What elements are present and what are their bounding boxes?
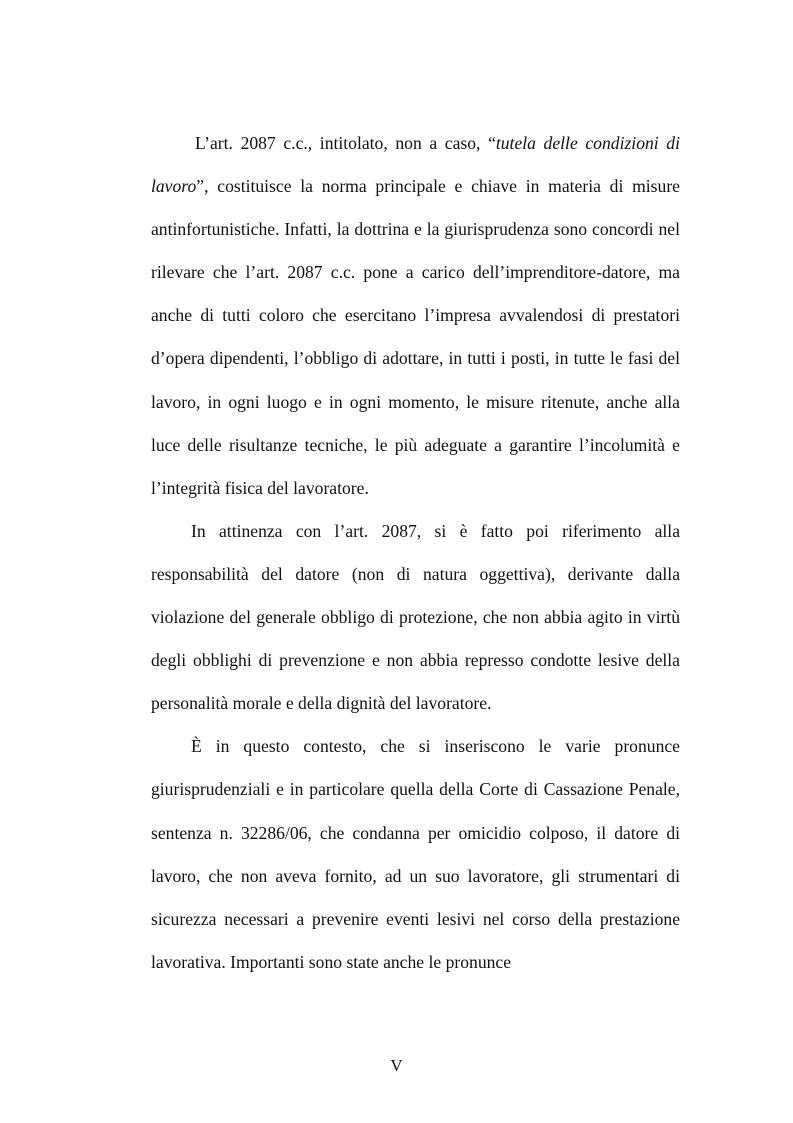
paragraph-1-italic-title: tutela delle condizioni di lavoro bbox=[151, 133, 680, 197]
paragraph-1-text: L’art. 2087 c.c., intitolato, non a caso, “ bbox=[195, 133, 496, 153]
paragraph-1 bbox=[151, 122, 680, 510]
paragraph-2 bbox=[151, 510, 680, 725]
paragraph-2-text: In attinenza con l’art. 2087, si è fatto poi riferimento alla responsabilità del datore (non di natura oggettiva), derivante dalla violazione del generale obbligo di protezione, che non abbia agito in virtù degli obblighi di prevenzione e non abbia represso condotte lesive della personalità morale e della dignità del lavoratore. bbox=[151, 520, 680, 714]
page-number: V bbox=[390, 1056, 403, 1075]
paragraph-1-text-cont: ”, costituisce la norma principale e chiave in materia di misure antinfortunistiche. Infatti, la dottrina e la giurisprudenza sono concordi nel rilevare che l’art. 2087 c.c. pone a carico dell’imprenditore-datore, ma anche di tutti coloro che esercitano l’impresa avvalendosi di prestatori d’opera dipendenti, l’obbligo di adottare, in tutti i posti, in tutte le fasi del lavoro, in ogni luogo e in ogni momento, le misure ritenute, anche alla luce delle risultanze tecniche, le più adeguate a garantire l’incolumità e l’integrità fisica del lavoratore. bbox=[151, 176, 680, 498]
paragraph-3-text: È in questo contesto, che si inseriscono le varie pronunce giurisprudenziali e in particolare quella della Corte di Cassazione Penale, sentenza n. 32286/06, che condanna per omicidio colposo, il datore di lavoro, che non aveva fornito, ad un suo lavoratore, gli strumentari di sicurezza necessari a prevenire eventi lesivi nel corso della prestazione lavorativa. Importanti sono state anche le pronunce bbox=[151, 736, 680, 972]
paragraph-3 bbox=[151, 725, 680, 984]
body-text bbox=[151, 122, 680, 984]
